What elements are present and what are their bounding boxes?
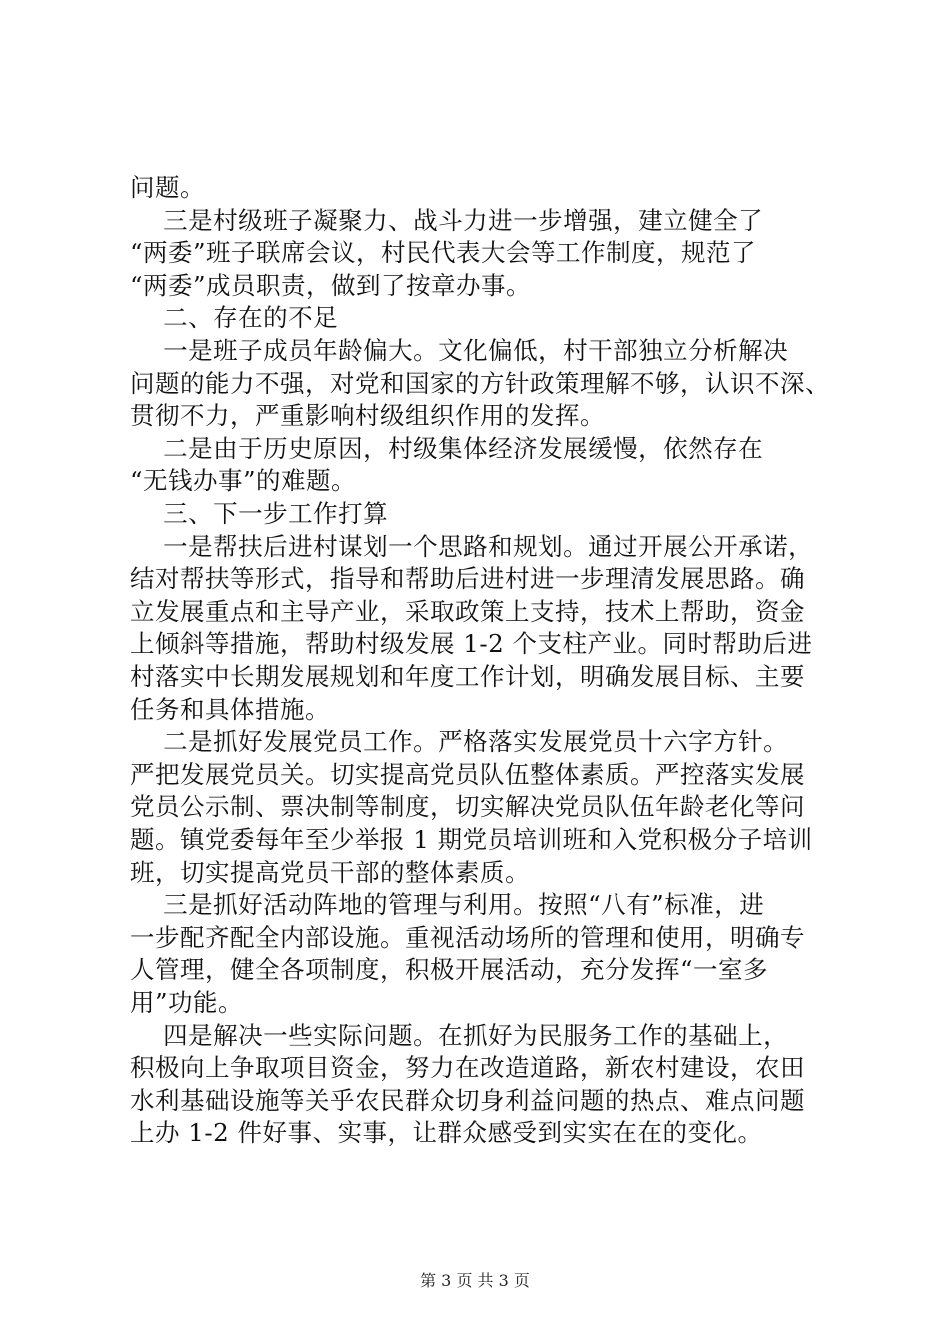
text-line: 严把发展党员关。切实提高党员队伍整体素质。严控落实发展 bbox=[130, 759, 805, 789]
text-line: 上办 1-2 件好事、实事，让群众感受到实实在在的变化。 bbox=[130, 1118, 763, 1148]
text-line: 一步配齐配全内部设施。重视活动场所的管理和使用，明确专 bbox=[130, 922, 805, 952]
text-line: 人管理，健全各项制度，积极开展活动，充分发挥“一室多 bbox=[130, 955, 769, 985]
text-line: 三是村级班子凝聚力、战斗力进一步增强，建立健全了 bbox=[130, 205, 764, 235]
text-line: 任务和具体措施。 bbox=[130, 694, 330, 724]
text-line: “两委”成员职责，做到了按章办事。 bbox=[130, 270, 532, 300]
text-line: 一是班子成员年龄偏大。文化偏低，村干部独立分析解决 bbox=[130, 336, 789, 365]
text-line: 班，切实提高党员干部的整体素质。 bbox=[130, 857, 530, 887]
text-line: 二是抓好发展党员工作。严格落实发展党员十六字方针。 bbox=[130, 727, 789, 757]
page-footer: 第 3 页 共 3 页 bbox=[420, 1271, 530, 1290]
text-line: 三、下一步工作打算 bbox=[130, 499, 389, 528]
text-line: “两委”班子联席会议，村民代表大会等工作制度，规范了 bbox=[130, 238, 757, 268]
text-line: 积极向上争取项目资金，努力在改造道路，新农村建设，农田 bbox=[130, 1053, 805, 1083]
text-line: 立发展重点和主导产业，采取政策上支持，技术上帮助，资金 bbox=[130, 596, 805, 626]
text-line: 村落实中长期发展规划和年度工作计划，明确发展目标、主要 bbox=[130, 662, 805, 691]
text-line: 四是解决一些实际问题。在抓好为民服务工作的基础上， bbox=[130, 1020, 789, 1050]
text-line: 用”功能。 bbox=[130, 988, 244, 1017]
text-line: 三是抓好活动阵地的管理与利用。按照“八有”标准，进 bbox=[130, 890, 765, 920]
text-line: 党员公示制、票决制等制度，切实解决党员队伍年龄老化等问 bbox=[130, 792, 805, 822]
text-line: 水利基础设施等关乎农民群众切身利益问题的热点、难点问题 bbox=[130, 1085, 805, 1115]
text-line: 上倾斜等措施，帮助村级发展 1-2 个支柱产业。同时帮助后进 bbox=[130, 629, 813, 659]
text-line: 贯彻不力，严重影响村级组织作用的发挥。 bbox=[130, 401, 605, 431]
text-line: 题。镇党委每年至少举报 1 期党员培训班和入党积极分子培训 bbox=[130, 825, 813, 854]
text-line: 二、存在的不足 bbox=[130, 303, 339, 333]
text-line: “无钱办事”的难题。 bbox=[130, 466, 357, 496]
text-line: 结对帮扶等形式，指导和帮助后进村进一步理清发展思路。确 bbox=[130, 564, 805, 594]
text-line: 二是由于历史原因，村级集体经济发展缓慢，依然存在 bbox=[130, 433, 764, 463]
text-line: 问题。 bbox=[130, 173, 205, 202]
text-line: 问题的能力不强，对党和国家的方针政策理解不够，认识不深、 bbox=[130, 368, 830, 398]
text-line: 一是帮扶后进村谋划一个思路和规划。通过开展公开承诺， bbox=[130, 531, 814, 561]
